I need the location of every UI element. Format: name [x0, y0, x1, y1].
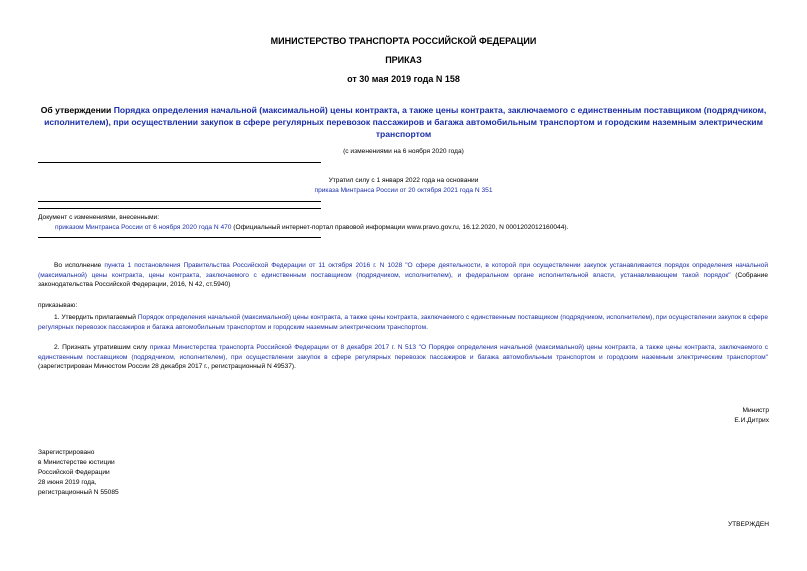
- divider-4: [38, 237, 321, 238]
- order-word: приказываю:: [38, 302, 78, 309]
- item-2-paragraph: [38, 343, 768, 372]
- item-2-lead: 2. Признать утратившим силу: [54, 344, 150, 351]
- expiry-link[interactable]: [0, 186, 807, 195]
- preamble-lead: Во исполнение: [54, 262, 105, 269]
- item-1-lead: 1. Утвердить прилагаемый: [54, 314, 138, 321]
- preamble-tail: (Собрание законодательства Российской Федерации, 2016, N 42, ст.5940): [38, 271, 768, 289]
- document-title: [40, 104, 767, 140]
- approved-label: УТВЕРЖДЕН: [727, 521, 769, 528]
- item-2-tail: (зарегистрирован Минюстом России 28 декабря 2017 г., регистрационный N 49537).: [38, 363, 296, 371]
- ministry-heading: МИНИСТЕРСТВО ТРАНСПОРТА РОССИЙСКОЙ ФЕДЕРАЦИИ: [270, 36, 537, 46]
- amended-by-label: Документ с изменениями, внесенными:: [38, 214, 160, 221]
- registration-line-5: регистрационный N 55085: [38, 489, 119, 496]
- registration-line-1: Зарегистрировано: [38, 449, 95, 456]
- preamble-paragraph: [38, 261, 768, 290]
- amended-by-rest: (Официальный интернет-портал правовой информации www.pravo.gov.ru, 16.12.2020, N 0001202012160044).: [231, 224, 569, 231]
- amend-note: (с изменениями на 6 ноября 2020 года): [343, 148, 464, 155]
- registration-line-2: в Министерстве юстиции: [38, 459, 115, 466]
- preamble-link[interactable]: пункта 1 постановления Правительства Российской Федерации от 11 октября 2016 г. N 1028 "О сфере деятельности, в которой при осуществлении закупок устанавливается порядок определения начальной (максимальной) цены контракта, цены контракта, заключаемого с единственным поставщиком (подрядчиком, исполнителем), и федеральном органе исполнительной власти, устанавливающем такой порядок": [38, 262, 768, 279]
- amended-by-link[interactable]: приказом Минтранса России от 6 ноября 2020 года N 470: [55, 224, 232, 231]
- expiry-link-text[interactable]: приказа Минтранса России от 20 октября 2021 года N 351: [314, 187, 493, 194]
- signature-position: Министр: [742, 407, 769, 414]
- divider-1: [38, 162, 321, 163]
- item-1-link[interactable]: Порядок определения начальной (максимальной) цены контракта, а также цены контракта, заключаемого с единственным поставщиком (подрядчиком, исполнителем), при осуществлении закупок в сфере регулярных перевозок пассажиров и багажа автомобильным транспортом и городским наземным электрическим транспортом.: [38, 314, 768, 331]
- title-link[interactable]: Порядка определения начальной (максимальной) цены контракта, а также цены контракта, заключаемого с единственным поставщиком (подрядчиком, исполнителем), при осуществлении закупок в сфере регулярных перевозок пассажиров и багажа автомобильным транспортом и городским наземным электрическим транспортом: [44, 105, 767, 139]
- doc-type-heading: ПРИКАЗ: [385, 55, 422, 65]
- registration-line-3: Российской Федерации: [38, 469, 110, 476]
- registration-line-4: 28 июня 2019 года,: [38, 479, 97, 486]
- title-prefix: Об утверждении: [40, 105, 114, 115]
- expiry-line: Утратил силу с 1 января 2022 года на основании: [328, 177, 479, 184]
- signature-name: Е.И.Дитрих: [734, 417, 769, 424]
- divider-2: [38, 201, 321, 202]
- amended-by-line: [55, 223, 768, 233]
- date-number-heading: от 30 мая 2019 года N 158: [347, 74, 460, 84]
- item-2-link[interactable]: приказ Министерства транспорта Российской Федерации от 8 декабря 2017 г. N 513 "О Порядке определения начальной (максимальной) цены контракта, а также цены контракта, заключаемого с единственным поставщиком (подрядчиком, исполнителем), при осуществлении закупок в сфере регулярных перевозок пассажиров и багажа автомобильным транспортом и городским наземным электрическим транспортом": [38, 344, 769, 361]
- divider-3: [38, 208, 321, 209]
- item-1-paragraph: [38, 313, 768, 332]
